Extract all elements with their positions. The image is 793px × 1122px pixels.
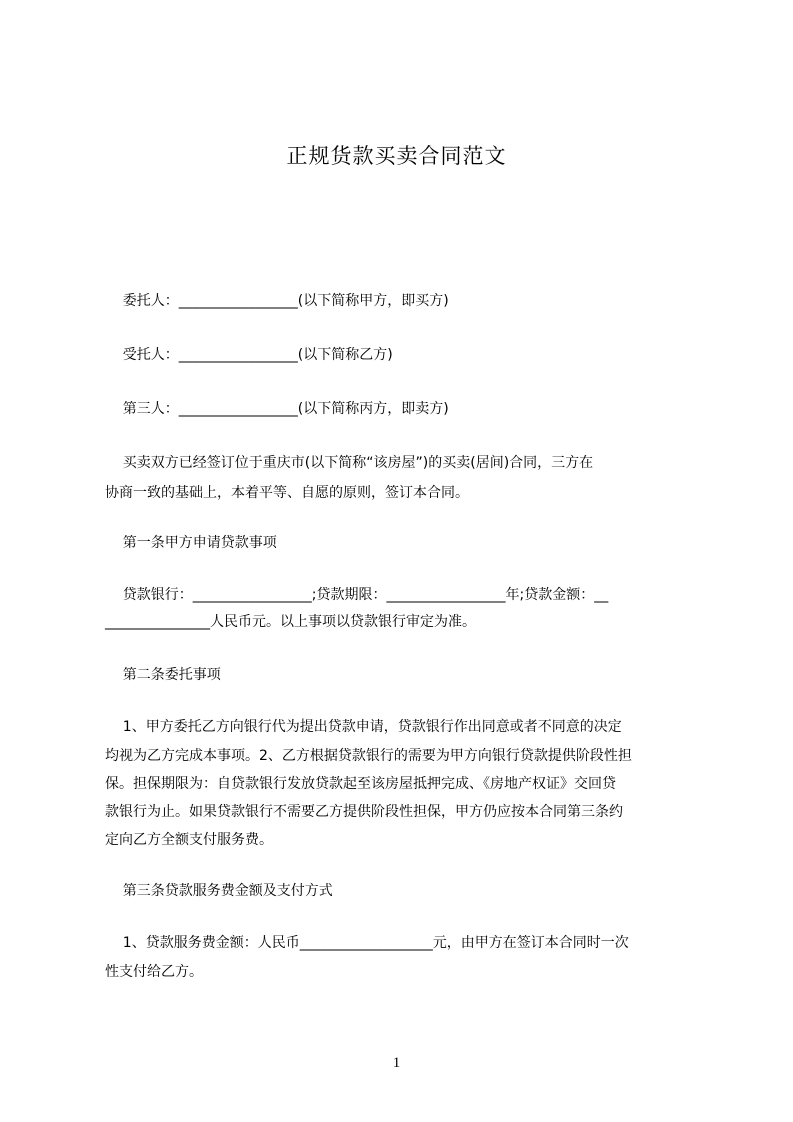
document-title: 正规货款买卖合同范文 — [286, 144, 507, 168]
party-c-line: 第三人：_________________(以下简称丙方，即卖方) — [105, 401, 449, 417]
article-1-line-2: _______________人民币元。以上事项以贷款银行审定为准。 — [105, 614, 476, 630]
article-3-heading: 第三条贷款服务费金额及支付方式 — [105, 883, 333, 899]
article-2-heading: 第二条委托事项 — [105, 667, 221, 683]
article-2-line-5: 定向乙方全额支付服务费。 — [105, 832, 273, 848]
party-a-line: 委托人：_________________(以下简称甲方，即买方) — [105, 293, 449, 309]
article-2-line-2: 均视为乙方完成本事项。2、乙方根据贷款银行的需要为甲方向银行贷款提供阶段性担 — [105, 748, 632, 764]
preamble-line-2: 协商一致的基础上，本着平等、自愿的原则，签订本合同。 — [105, 485, 469, 501]
article-3-line-2: 性支付给乙方。 — [105, 964, 203, 980]
party-b-line: 受托人：_________________(以下简称乙方) — [105, 347, 393, 363]
article-2-line-1: 1、甲方委托乙方向银行代为提出贷款申请，贷款银行作出同意或者不同意的决定 — [105, 719, 622, 735]
article-2-line-4: 款银行为止。如果贷款银行不需要乙方提供阶段性担保，甲方仍应按本合同第三条约 — [105, 804, 623, 820]
article-1-line-1: 贷款银行：_________________;贷款期限：_________________年;贷款金额：__ — [105, 587, 609, 603]
preamble-line-1: 买卖双方已经签订位于重庆市(以下简称“该房屋”)的买卖(居间)合同，三方在 — [105, 455, 594, 471]
page-number: 1 — [392, 1055, 401, 1071]
article-2-line-3: 保。担保期限为：自贷款银行发放贷款起至该房屋抵押完成、《房地产权证》交回贷 — [105, 776, 616, 792]
article-1-heading: 第一条甲方申请贷款事项 — [105, 535, 277, 551]
article-3-line-1: 1、贷款服务费金额：人民币___________________元，由甲方在签订本合同时一次 — [105, 935, 629, 951]
